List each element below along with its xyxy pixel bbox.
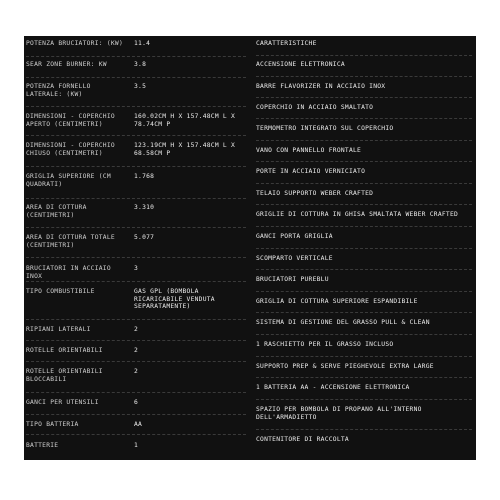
feature-label: BRUCIATORI PUREBLU bbox=[256, 276, 329, 283]
spec-label: ROTELLE ORIENTABILI bbox=[26, 347, 103, 354]
spec-label: AREA DI COTTURA TOTALE (CENTIMETRI) bbox=[26, 234, 115, 249]
spec-value: 11.4 bbox=[134, 40, 151, 47]
spec-label: RIPIANI LATERALI bbox=[26, 326, 91, 333]
row-divider bbox=[256, 161, 472, 162]
feature-label: SISTEMA DI GESTIONE DEL GRASSO PULL & CLEAN bbox=[256, 319, 430, 326]
row-divider bbox=[26, 392, 246, 393]
spec-label: GANCI PER UTENSILI bbox=[26, 399, 99, 406]
spec-value: 3.8 bbox=[134, 61, 147, 68]
row-divider bbox=[26, 281, 246, 282]
spec-value: 3.5 bbox=[134, 83, 147, 90]
row-divider bbox=[256, 334, 472, 335]
spec-value: 6 bbox=[134, 399, 139, 406]
row-divider bbox=[256, 356, 472, 357]
feature-label: TELAIO SUPPORTO WEBER CRAFTED bbox=[256, 190, 374, 197]
feature-label: GRIGLIA DI COTTURA SUPERIORE ESPANDIBILE bbox=[256, 298, 418, 305]
spec-value: 3.310 bbox=[134, 204, 155, 211]
spec-value: 2 bbox=[134, 347, 139, 354]
spec-label: GRIGLIA SUPERIORE (CM QUADRATI) bbox=[26, 173, 111, 188]
row-divider bbox=[256, 76, 472, 77]
feature-label: COPERCHIO IN ACCIAIO SMALTATO bbox=[256, 104, 374, 111]
spec-value: 160.02CM H X 157.48CM L X 78.74CM P bbox=[134, 113, 236, 128]
row-divider bbox=[256, 399, 472, 400]
row-divider bbox=[256, 377, 472, 378]
spec-label: ROTELLE ORIENTABILI BLOCCABILI bbox=[26, 368, 103, 383]
spec-value: 5.077 bbox=[134, 234, 155, 241]
feature-label: SCOMPARTO VERTICALE bbox=[256, 255, 333, 262]
spec-value: 123.19CM H X 157.48CM L X 68.58CM P bbox=[134, 142, 236, 157]
feature-label: ACCENSIONE ELETTRONICA bbox=[256, 61, 345, 68]
spec-label: TIPO COMBUSTIBILE bbox=[26, 288, 95, 295]
row-divider bbox=[26, 361, 246, 362]
row-divider bbox=[256, 97, 472, 98]
row-divider bbox=[26, 319, 246, 320]
feature-label: 1 BATTERIA AA - ACCENSIONE ELETTRONICA bbox=[256, 384, 410, 391]
feature-label: PORTE IN ACCIAIO VERNICIATO bbox=[256, 168, 366, 175]
spec-label: BRUCIATORI IN ACCIAIO INOX bbox=[26, 265, 111, 280]
spec-label: POTENZA BRUCIATORI: (KW) bbox=[26, 40, 123, 47]
feature-label: GRIGLIE DI COTTURA IN GHISA SMALTATA WEBER CRAFTED bbox=[256, 211, 459, 218]
spec-value: AA bbox=[134, 421, 143, 428]
feature-label: TERMOMETRO INTEGRATO SUL COPERCHIO bbox=[256, 125, 394, 132]
row-divider bbox=[26, 414, 246, 415]
row-divider bbox=[256, 204, 472, 205]
spec-value: 3 bbox=[134, 265, 139, 272]
row-divider bbox=[26, 227, 246, 228]
row-divider bbox=[256, 140, 472, 141]
row-divider bbox=[26, 340, 246, 341]
row-divider bbox=[26, 257, 246, 258]
row-divider bbox=[26, 198, 246, 199]
spec-label: DIMENSIONI - COPERCHIO APERTO (CENTIMETRI) bbox=[26, 113, 115, 128]
spec-label: BATTERIE bbox=[26, 442, 59, 449]
spec-value: GAS GPL (BOMBOLA RICARICABILE VENDUTA SEPARATAMENTE) bbox=[134, 288, 215, 311]
row-divider bbox=[256, 291, 472, 292]
row-divider bbox=[26, 135, 246, 136]
row-divider bbox=[256, 226, 472, 227]
feature-label: CONTENITORE DI RACCOLTA bbox=[256, 436, 349, 443]
row-divider bbox=[256, 269, 472, 270]
feature-label: VANO CON PANNELLO FRONTALE bbox=[256, 147, 362, 154]
row-divider bbox=[256, 183, 472, 184]
feature-label: 1 RASCHIETTO PER IL GRASSO INCLUSO bbox=[256, 341, 394, 348]
feature-label: GANCI PORTA GRIGLIA bbox=[256, 233, 333, 240]
feature-label: BARRE FLAVORIZER IN ACCIAIO INOX bbox=[256, 83, 386, 90]
spec-value: 1 bbox=[134, 442, 139, 449]
row-divider bbox=[26, 56, 246, 57]
spec-label: SEAR ZONE BURNER: KW bbox=[26, 61, 107, 68]
spec-value: 2 bbox=[134, 368, 139, 375]
feature-label: SUPPORTO PREP & SERVE PIEGHEVOLE EXTRA LARGE bbox=[256, 363, 434, 370]
row-divider bbox=[256, 312, 472, 313]
feature-label: SPAZIO PER BOMBOLA DI PROPANO ALL'INTERNO DELL'ARMADIETTO bbox=[256, 406, 422, 421]
row-divider bbox=[256, 55, 472, 56]
spec-value: 2 bbox=[134, 326, 139, 333]
spec-label: TIPO BATTERIA bbox=[26, 421, 79, 428]
spec-panel bbox=[24, 36, 476, 460]
row-divider bbox=[26, 166, 246, 167]
row-divider bbox=[256, 248, 472, 249]
row-divider bbox=[26, 77, 246, 78]
spec-label: POTENZA FORNELLO LATERALE: (KW) bbox=[26, 83, 91, 98]
features-header-label: CARATTERISTICHE bbox=[256, 40, 317, 47]
row-divider bbox=[26, 434, 246, 435]
row-divider bbox=[256, 429, 472, 430]
row-divider bbox=[256, 118, 472, 119]
row-divider bbox=[26, 106, 246, 107]
spec-label: DIMENSIONI - COPERCHIO CHIUSO (CENTIMETRI) bbox=[26, 142, 115, 157]
spec-label: AREA DI COTTURA (CENTIMETRI) bbox=[26, 204, 87, 219]
spec-value: 1.768 bbox=[134, 173, 155, 180]
